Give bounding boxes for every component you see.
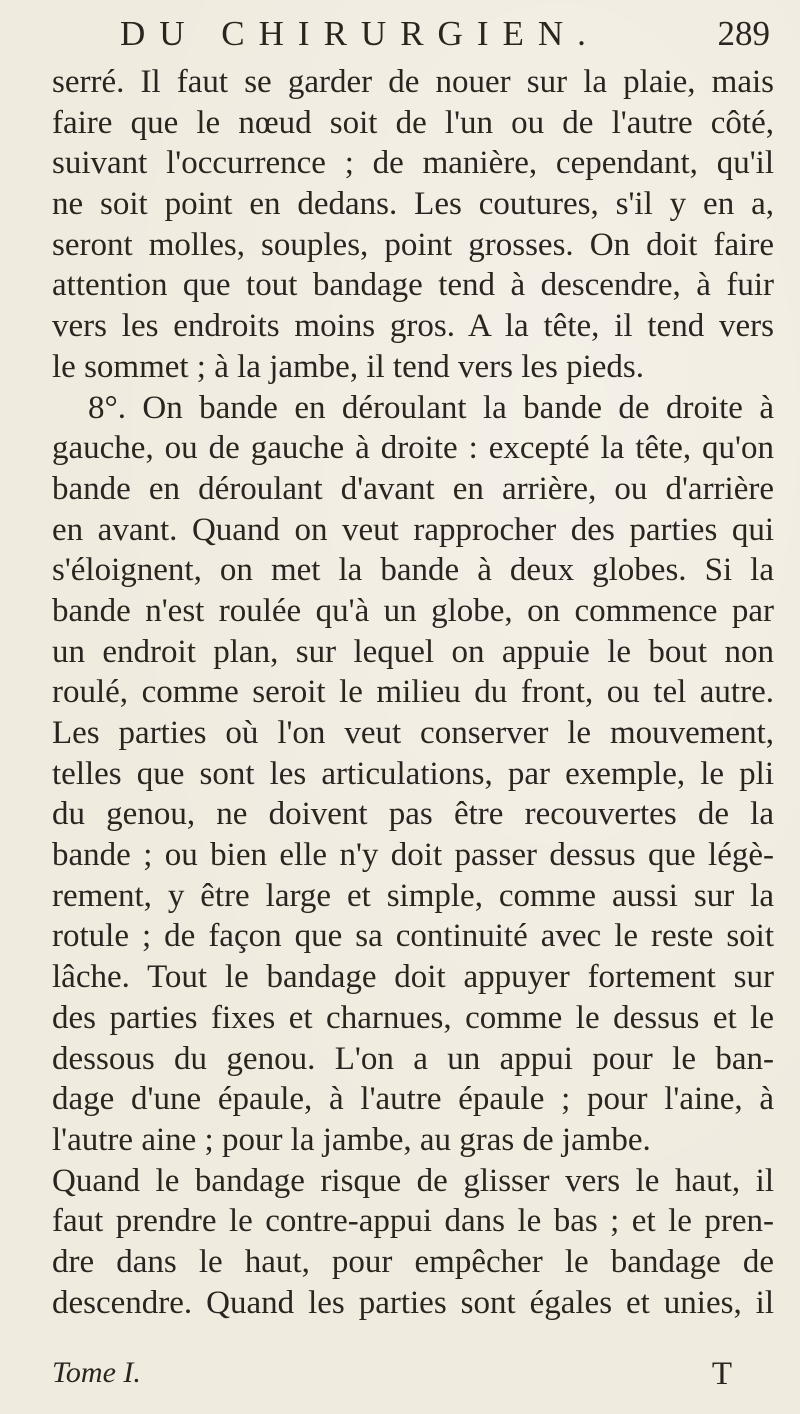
text-line: bande n'est roulée qu'à un globe, on commence par — [52, 592, 774, 629]
text-line: 8°. On bande en déroulant la bande de droite à — [88, 389, 774, 426]
running-title: DU CHIRURGIEN. — [120, 14, 600, 53]
text-line: le sommet ; à la jambe, il tend vers les pieds. — [52, 348, 645, 385]
text-line: roulé, comme seroit le milieu du front, ou tel autre. — [52, 674, 774, 711]
text-line: gauche, ou de gauche à droite : excepté la tête, qu'on — [52, 430, 774, 467]
text-line: vers les endroits moins gros. A la tête, il tend vers — [52, 308, 774, 345]
text-line: telles que sont les articulations, par exemple, le pli — [52, 755, 774, 792]
text-line: s'éloignent, on met la bande à deux globes. Si la — [52, 552, 774, 589]
text-line: du genou, ne doivent pas être recouvertes de la — [52, 796, 774, 833]
text-line: faut prendre le contre-appui dans le bas ; et le pren- — [52, 1203, 774, 1240]
volume-label: Tome I. — [52, 1356, 141, 1389]
text-line: attention que tout bandage tend à descendre, à fuir — [52, 267, 774, 304]
text-line: bande ; ou bien elle n'y doit passer dessus que légè- — [52, 837, 774, 874]
text-line: seront molles, souples, point grosses. On doit faire — [52, 226, 774, 263]
body-text — [52, 62, 774, 1323]
text-line: bande en déroulant d'avant en arrière, ou d'arrière — [52, 470, 774, 507]
text-line: dage d'une épaule, à l'autre épaule ; pour l'aine, à — [52, 1081, 774, 1118]
text-line: dre dans le haut, pour empêcher le bandage de — [52, 1243, 774, 1280]
page-header — [120, 14, 770, 62]
text-line: des parties fixes et charnues, comme le dessus et le — [52, 999, 774, 1036]
text-line: suivant l'occurrence ; de manière, cependant, qu'il — [52, 145, 774, 182]
page-footer — [52, 1356, 732, 1400]
text-line: dessous du genou. L'on a un appui pour le ban- — [52, 1040, 774, 1077]
text-line: en avant. Quand on veut rapprocher des parties qui — [52, 511, 774, 548]
text-line: ne soit point en dedans. Les coutures, s'il y en a, — [52, 186, 774, 223]
text-line: lâche. Tout le bandage doit appuyer fortement sur — [52, 959, 774, 996]
text-line: un endroit plan, sur lequel on appuie le bout non — [52, 633, 774, 670]
text-line: rement, y être large et simple, comme aussi sur la — [52, 877, 774, 914]
text-line: Les parties où l'on veut conserver le mouvement, — [52, 715, 774, 751]
text-line: serré. Il faut se garder de nouer sur la plaie, mais — [52, 64, 774, 100]
page-number: 289 — [717, 14, 770, 53]
text-line: faire que le nœud soit de l'un ou de l'autre côté, — [52, 104, 774, 141]
text-line: l'autre aine ; pour la jambe, au gras de jambe. — [52, 1121, 651, 1158]
text-line: descendre. Quand les parties sont égales et unies, il — [52, 1284, 774, 1321]
signature-mark: T — [711, 1356, 732, 1392]
text-line: rotule ; de façon que sa continuité avec le reste soit — [52, 918, 774, 955]
text-line: Quand le bandage risque de glisser vers le haut, il — [52, 1162, 774, 1199]
